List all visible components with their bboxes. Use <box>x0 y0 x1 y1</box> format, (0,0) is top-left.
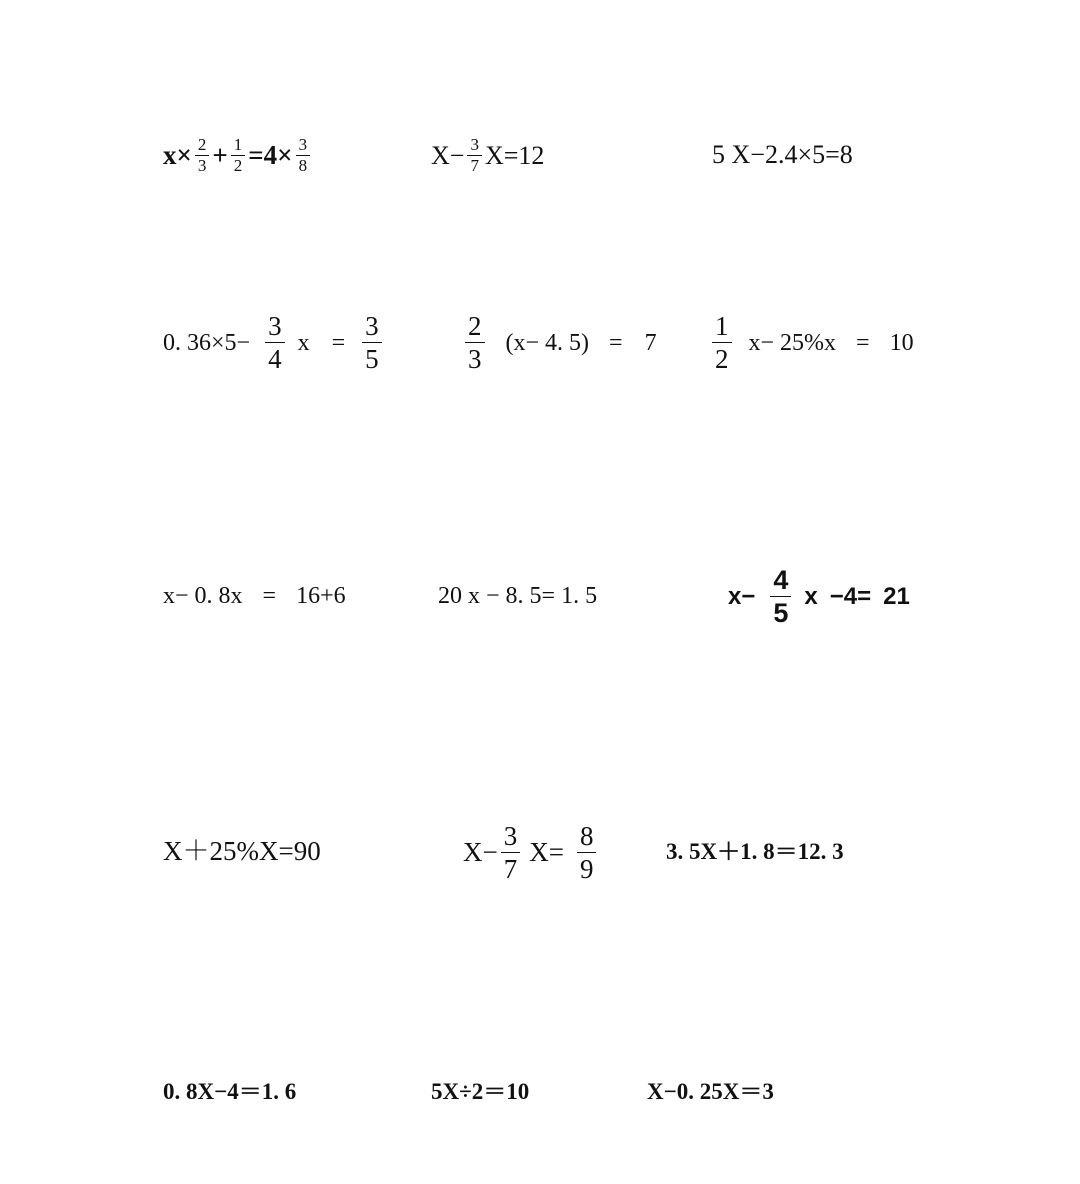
denominator: 7 <box>470 156 479 175</box>
equation-text: x− <box>728 582 756 610</box>
equation-10 <box>163 838 321 865</box>
equation-text: = <box>856 329 870 356</box>
numerator: 8 <box>579 821 594 851</box>
numerator: 3 <box>298 135 308 154</box>
fraction <box>195 135 210 176</box>
numerator: 1 <box>233 135 243 154</box>
equation-12 <box>666 840 844 863</box>
fraction <box>265 310 285 375</box>
numerator: 3 <box>365 311 379 341</box>
equation-text: + <box>212 140 228 170</box>
fraction <box>467 135 482 176</box>
equation-text: (x− 4. 5) <box>505 329 590 356</box>
fraction <box>577 820 597 885</box>
equation-text: x <box>297 329 310 356</box>
denominator: 5 <box>365 344 379 374</box>
equation-4 <box>163 310 385 375</box>
equation-13 <box>163 1080 296 1103</box>
equation-text: 3. 5X＋1. 8＝12. 3 <box>666 839 844 864</box>
equation-2 <box>431 135 544 176</box>
equation-text: X= <box>529 837 564 867</box>
equation-text: 16+6 <box>296 583 346 609</box>
equation-8 <box>438 584 597 608</box>
equation-text: X− <box>463 837 498 867</box>
equation-text: 10 <box>889 329 914 356</box>
denominator: 5 <box>773 598 789 628</box>
equation-7 <box>163 584 346 608</box>
equation-text: X− <box>431 140 465 170</box>
fraction <box>362 310 382 375</box>
equation-text: 7 <box>644 329 657 356</box>
denominator: 2 <box>233 156 243 175</box>
equation-text: = <box>331 329 346 356</box>
equation-text: = <box>609 329 623 356</box>
fraction <box>712 310 732 375</box>
equation-14 <box>431 1080 529 1103</box>
equation-text: −4= <box>829 582 872 610</box>
equation-text: X＋25%X=90 <box>163 836 321 866</box>
equation-15 <box>647 1080 774 1103</box>
denominator: 3 <box>197 156 207 175</box>
fraction <box>770 564 791 629</box>
denominator: 7 <box>503 854 518 884</box>
equation-3 <box>712 142 853 168</box>
numerator: 3 <box>268 311 282 341</box>
equation-text: 21 <box>883 582 910 610</box>
denominator: 8 <box>298 156 308 175</box>
numerator: 1 <box>715 311 729 341</box>
equation-text: x− 0. 8x <box>163 583 243 609</box>
equation-11 <box>463 820 599 885</box>
fraction <box>501 820 521 885</box>
equation-text: x× <box>163 140 192 170</box>
equation-text: X=12 <box>484 140 545 170</box>
equation-text: 0. 8X−4＝1. 6 <box>163 1079 297 1104</box>
equation-9 <box>728 564 910 629</box>
equation-text: = <box>262 583 277 609</box>
denominator: 2 <box>715 344 729 374</box>
fraction <box>231 135 246 176</box>
denominator: 3 <box>468 344 482 374</box>
fraction <box>465 310 485 375</box>
equation-5 <box>462 310 657 375</box>
fraction <box>296 135 311 176</box>
equation-text: 5X÷2＝10 <box>431 1079 530 1104</box>
equation-text: 0. 36×5− <box>163 329 251 356</box>
numerator: 3 <box>503 821 518 851</box>
equation-text: x− 25%x <box>748 329 837 356</box>
equation-text: x <box>804 582 818 610</box>
numerator: 2 <box>468 311 482 341</box>
numerator: 4 <box>773 565 789 595</box>
numerator: 3 <box>470 135 479 154</box>
denominator: 4 <box>268 344 282 374</box>
equation-text: X−0. 25X＝3 <box>647 1079 774 1104</box>
equation-6 <box>709 310 914 375</box>
denominator: 9 <box>579 854 594 884</box>
equation-text: 20 x − 8. 5= 1. 5 <box>438 583 598 609</box>
equation-1 <box>163 135 313 176</box>
numerator: 2 <box>197 135 207 154</box>
equation-text: =4× <box>248 140 293 170</box>
equation-text: 5 X−2.4×5=8 <box>712 140 853 169</box>
